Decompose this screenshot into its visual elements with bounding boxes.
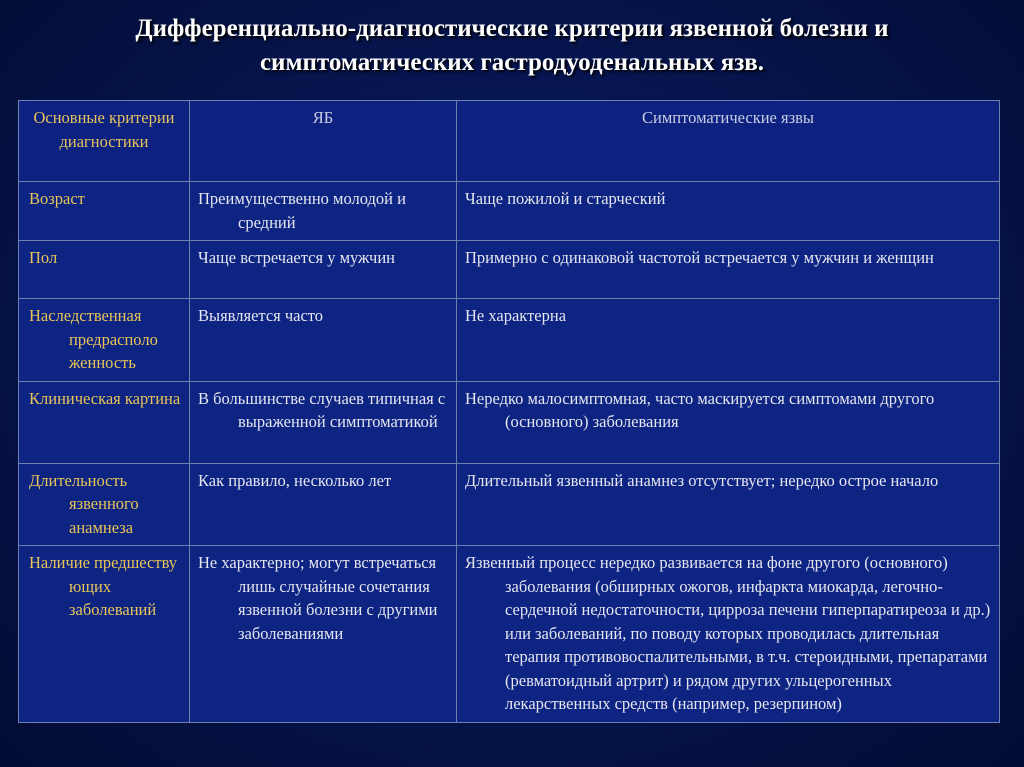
- symptomatic-value: Чаще пожилой и старческий: [465, 189, 666, 208]
- yb-cell: [190, 381, 457, 463]
- header-criteria: [19, 101, 190, 182]
- criterion-cell: [19, 463, 190, 546]
- table-row: [19, 381, 1000, 463]
- criterion-label: Клиническая картина: [29, 388, 181, 408]
- symptomatic-value: Не характерна: [465, 306, 567, 325]
- yb-cell: [190, 546, 457, 723]
- table-row: [19, 241, 1000, 299]
- header-criteria-label: Основные критерии диагностики: [33, 108, 175, 151]
- slide-title-line-2: симптоматических гастродуоденальных язв.: [259, 49, 765, 76]
- criterion-label: Возраст: [29, 189, 85, 208]
- table-row: [19, 182, 1000, 241]
- yb-value: Выявляется часто: [198, 306, 324, 325]
- header-yb-label: ЯБ: [312, 108, 334, 127]
- symptomatic-cell: [457, 182, 1000, 241]
- criterion-cell: [19, 299, 190, 382]
- criterion-cell: [19, 381, 190, 463]
- criterion-label: Пол: [29, 248, 58, 267]
- criterion-label: Наличие предшеству ющих заболеваний: [29, 553, 178, 619]
- header-symptomatic-label: Симптоматические язвы: [642, 108, 814, 127]
- table-row: [19, 546, 1000, 723]
- symptomatic-cell: [457, 241, 1000, 299]
- criterion-cell: [19, 546, 190, 723]
- symptomatic-cell: [457, 381, 1000, 463]
- yb-value: Чаще встречается у мужчин: [198, 248, 395, 267]
- table-header-row: [19, 101, 1000, 182]
- criterion-cell: [19, 182, 190, 241]
- criterion-label: Длительность язвенного анамнеза: [29, 470, 139, 537]
- symptomatic-value: Нередко малосимптомная, часто маскируется симптомами другого (основного) заболевания: [465, 388, 935, 431]
- symptomatic-cell: [457, 463, 1000, 546]
- table-row: [19, 299, 1000, 382]
- table-row: [19, 463, 1000, 546]
- yb-value: В большинстве случаев типичная с выраженной симптоматикой: [198, 388, 446, 431]
- yb-cell: [190, 463, 457, 546]
- yb-cell: [190, 182, 457, 241]
- yb-value: Преимущественно молодой и средний: [198, 189, 406, 232]
- yb-cell: [190, 299, 457, 382]
- criteria-table-container: [18, 100, 999, 767]
- header-yb: [190, 101, 457, 182]
- slide-title-line-1: Дифференциально-диагностические критерии язвенной болезни и: [135, 15, 889, 42]
- slide-title: [20, 12, 1004, 80]
- yb-value: Как правило, несколько лет: [198, 470, 392, 490]
- symptomatic-cell: [457, 546, 1000, 723]
- criterion-label: Наследственная предрасполо женность: [29, 306, 158, 372]
- symptomatic-value: Язвенный процесс нередко развивается на фоне другого (основного) заболевания (обширных ожогов, инфаркта миокарда, легочно-сердечной недостаточности, цирроза печени гиперпаратиреоза и др.) или заболеваний, по поводу которых проводилась длительная терапия противовоспалительными, в т.ч. стероидными, препаратами (ревматоидный артрит) и рядом других ульцерогенных лекарственных средств (например, резерпином): [465, 553, 991, 713]
- header-symptomatic: [457, 101, 1000, 182]
- criterion-cell: [19, 241, 190, 299]
- symptomatic-cell: [457, 299, 1000, 382]
- symptomatic-value: Длительный язвенный анамнез отсутствует; нередко острое начало: [465, 470, 939, 490]
- symptomatic-value: Примерно с одинаковой частотой встречается у мужчин и женщин: [465, 248, 934, 267]
- yb-cell: [190, 241, 457, 299]
- criteria-table: [18, 100, 1000, 723]
- yb-value: Не характерно; могут встречаться лишь случайные сочетания язвенной болезни с другими заболеваниями: [198, 553, 438, 643]
